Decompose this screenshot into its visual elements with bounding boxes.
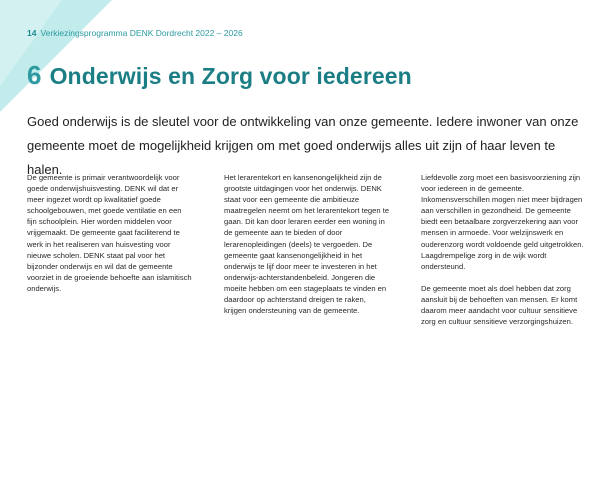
lead-paragraph: Goed onderwijs is de sleutel voor de ontwikkeling van onze gemeente. Iedere inwoner van onze gemeente moet de mogelijkheid krijgen om met goed onderwijs alles uit zijn of haar leven te halen. (27, 114, 579, 177)
column-2 (224, 172, 390, 338)
running-header (27, 28, 243, 38)
body-columns (27, 172, 587, 338)
chapter-number: 6 (27, 60, 42, 90)
column-paragraph: De gemeente is primair verantwoordelijk voor goede onderwijshuisvesting. DENK wil dat er meer ingezet wordt op kwalitatief goede schoolgebouwen, met goede ventilatie en een fijn schoolplein. Hier worden middelen voor vrijgemaakt. De gemeente gaat faciliterend te werk in het realiseren van huisvesting voor nieuwe scholen. DENK staat pal voor het bijzonder onderwijs en wil dat de gemeente voorziet in de groeiende behoefte aan islamitisch onderwijs. (27, 173, 192, 293)
column-paragraph: De gemeente moet als doel hebben dat zorg aansluit bij de behoeften van mensen. Er komt daarom meer aandacht voor cultuur sensitieve zorg en cultuur sensitieve verzorgingshuizen. (421, 283, 578, 327)
chapter-title-text: Onderwijs en Zorg voor iedereen (49, 63, 412, 89)
column-paragraph: Het lerarentekort en kansenongelijkheid zijn de grootste uitdagingen voor het onderwijs. DENK staat voor een gemeente die ambitieuze maatregelen neemt om het lerarentekort tegen te gaan. Dit kan door leraren eerder een woning in de gemeente aan te bieden of door lerarenopleidingen (deels) te vergoeden. De gemeente gaat kansenongelijkheid in het onderwijs te lijf door meer te investeren in het onderwijs-achterstandenbeleid. Jongeren die moeite hebben om een stageplaats te vinden en daardoor op achterstand dreigen te raken, krijgen ondersteuning van de gemeente. (224, 173, 390, 316)
running-title: Verkiezingsprogramma DENK Dordrecht 2022 – 2026 (40, 28, 243, 38)
column-3 (421, 172, 587, 338)
chapter-title (27, 60, 412, 91)
column-paragraph: Liefdevolle zorg moet een basisvoorziening zijn voor iedereen in de gemeente. Inkomensverschillen mogen niet meer bijdragen aan verschillen in gezondheid. De gemeente biedt een betaalbare zorgverzekering aan voor mensen in armoede. Voor welzijnswerk en ouderenzorg wordt voldoende geld uitgetrokken. Laagdrempelige zorg in de wijk wordt ondersteund. (421, 173, 584, 271)
page-number: 14 (27, 28, 37, 38)
column-1 (27, 172, 193, 338)
